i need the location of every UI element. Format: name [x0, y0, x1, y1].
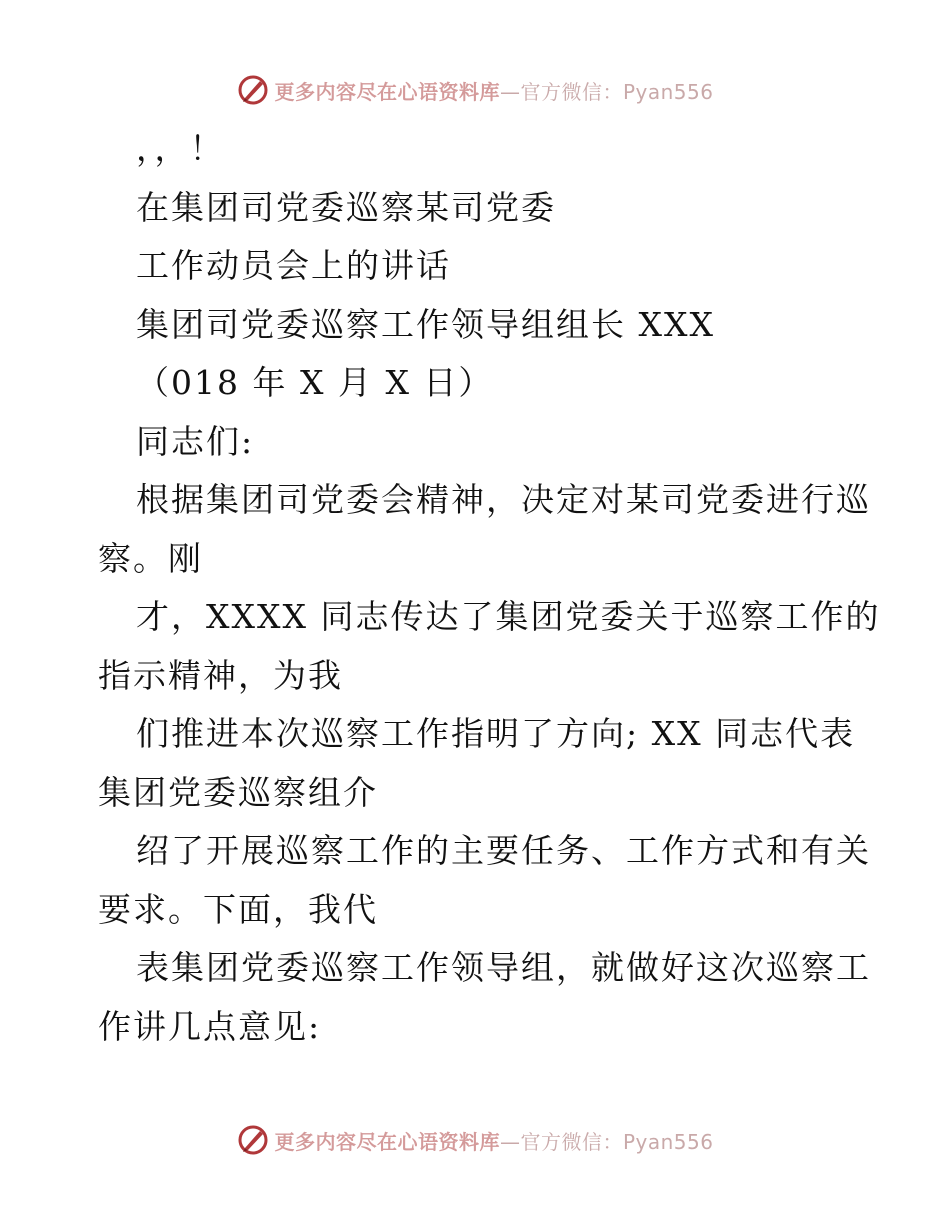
banner-title: 更多内容尽在心语资料库: [274, 1129, 500, 1154]
text-line: 们推进本次巡察工作指明了方向; XX 同志代表: [136, 714, 856, 753]
speaker-line: 集团司党委巡察工作领导组组长 XXX: [136, 304, 715, 344]
header-banner: [0, 70, 950, 110]
text-line: 绍了开展巡察工作的主要任务、工作方式和有关: [136, 831, 871, 870]
document-body: [98, 120, 881, 1056]
banner-title: 更多内容尽在心语资料库: [274, 79, 500, 104]
salutation-line: 同志们:: [136, 421, 255, 461]
text-line: 要求。下面，我代: [98, 889, 378, 929]
text-line: 表集团党委巡察工作领导组，就做好这次巡察工: [136, 948, 871, 987]
banner-contact: —官方微信：Pyan556: [499, 1129, 714, 1154]
quill-pen-logo-icon: [236, 1123, 270, 1157]
text-line: ，，！: [136, 129, 225, 168]
speech-title-line-1: 在集团司党委巡察某司党委: [136, 187, 556, 227]
text-line: 察。刚: [98, 538, 203, 578]
text-line: 指示精神，为我: [98, 655, 343, 695]
text-line: 根据集团司党委会精神，决定对某司党委进行巡: [136, 480, 871, 519]
text-line: 作讲几点意见:: [98, 1006, 322, 1046]
speech-title-line-2: 工作动员会上的讲话: [136, 246, 451, 285]
footer-banner: [0, 1120, 950, 1160]
text-line: 才，XXXX 同志传达了集团党委关于巡察工作的: [136, 597, 881, 636]
quill-pen-logo-icon: [236, 73, 270, 107]
text-line: 集团党委巡察组介: [98, 772, 378, 812]
banner-contact: —官方微信：Pyan556: [499, 79, 714, 104]
date-line: （018 年 X 月 X 日）: [136, 363, 494, 402]
